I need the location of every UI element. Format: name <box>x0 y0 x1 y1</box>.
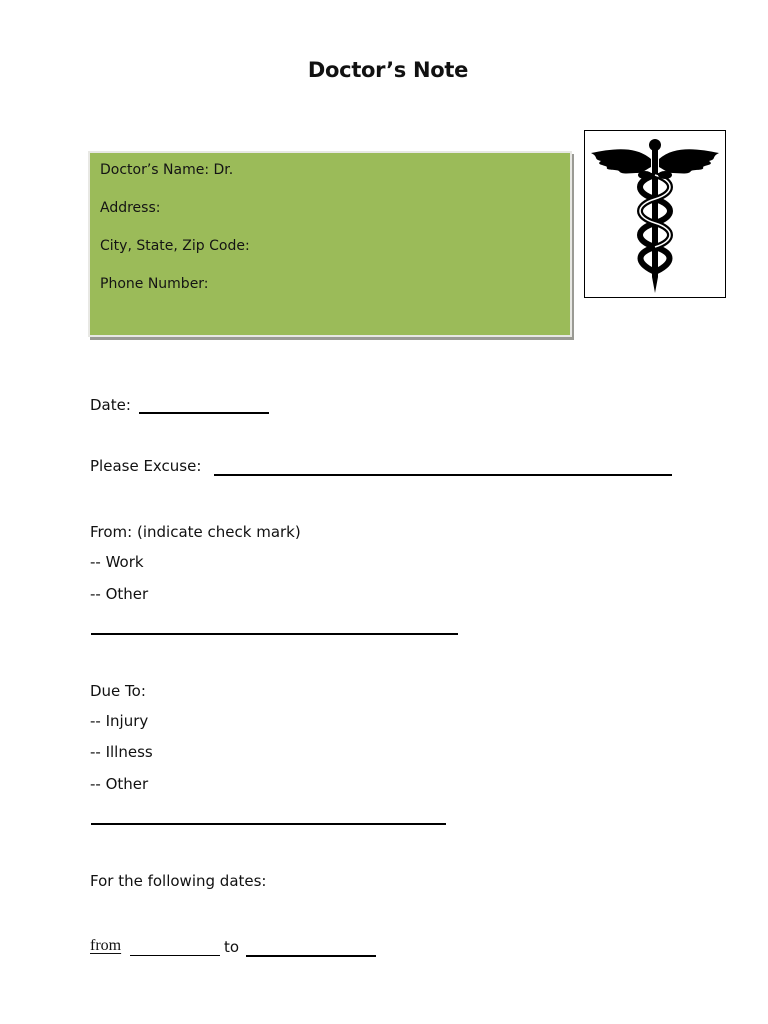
address-label: Address: <box>100 200 161 216</box>
due-to-blank-line[interactable] <box>91 823 446 825</box>
page-title: Doctor’s Note <box>307 58 469 82</box>
due-to-heading: Due To: <box>90 682 146 700</box>
range-from-label: from <box>90 937 122 954</box>
due-option-injury: -- Injury <box>90 712 149 730</box>
doctor-name-label: Doctor’s Name: Dr. <box>100 162 234 178</box>
date-blank-line[interactable] <box>139 412 269 414</box>
from-heading: From: (indicate check mark) <box>90 523 301 541</box>
range-to-blank-line[interactable] <box>246 955 376 957</box>
from-option-other: -- Other <box>90 585 149 603</box>
from-blank-line[interactable] <box>91 633 458 635</box>
phone-number-label: Phone Number: <box>100 276 209 292</box>
range-from-blank-line[interactable] <box>130 955 220 956</box>
doctor-info-box <box>88 151 572 337</box>
due-option-other: -- Other <box>90 775 149 793</box>
caduceus-emblem <box>584 130 726 298</box>
excuse-blank-line[interactable] <box>214 474 672 476</box>
city-state-zip-label: City, State, Zip Code: <box>100 238 250 254</box>
due-option-illness: -- Illness <box>90 743 153 761</box>
from-option-work: -- Work <box>90 553 144 571</box>
date-label: Date: <box>90 396 131 414</box>
range-to-label: to <box>224 938 240 956</box>
please-excuse-label: Please Excuse: <box>90 457 202 475</box>
caduceus-icon <box>585 131 725 297</box>
following-dates-heading: For the following dates: <box>90 872 267 890</box>
